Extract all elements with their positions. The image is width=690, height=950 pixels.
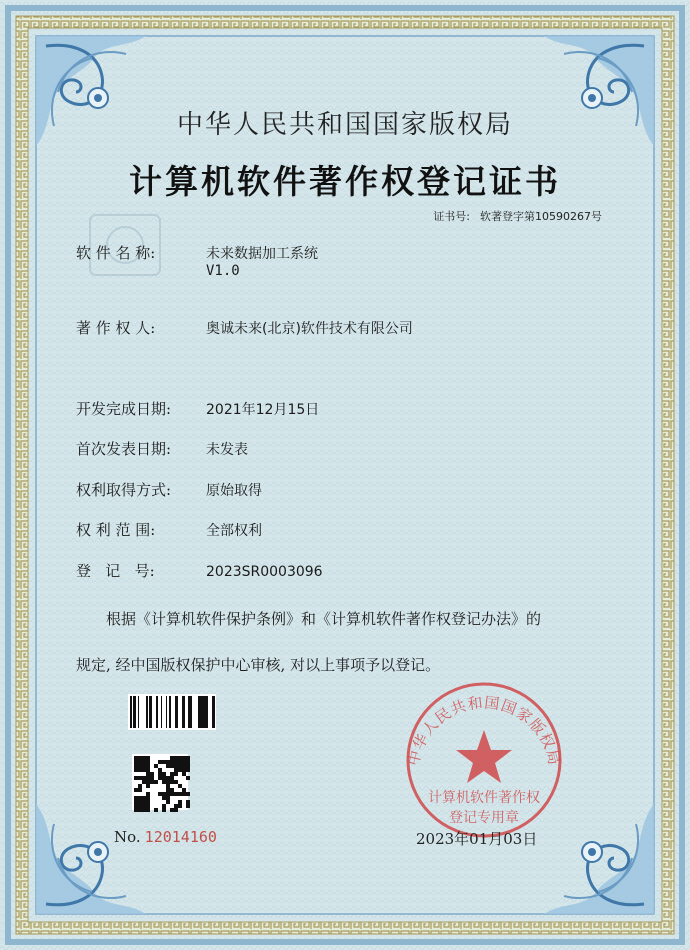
qr-module [174,768,178,772]
qr-module [138,776,142,780]
field-value: 未来数据加工系统 [206,246,318,262]
software-version: V1.0 [206,263,240,279]
qr-module [170,772,174,776]
qr-module [166,800,170,804]
qr-module [138,804,142,808]
issue-date: 2023年01月03日 [416,830,538,848]
qr-module [174,804,178,808]
qr-module [182,788,186,792]
qr-module [162,796,166,800]
qr-module [138,760,142,764]
qr-module [146,776,150,780]
qr-module [162,760,166,764]
barcode-bar [169,696,170,728]
field-copyright-owner [76,317,413,338]
qr-module [138,808,142,812]
qr-module [142,804,146,808]
qr-module [142,780,146,784]
field-acquisition-method [76,479,262,500]
qr-module [146,796,150,800]
field-value: 奥诚未来(北京)软件技术有限公司 [206,321,413,337]
barcode-bar [198,696,199,728]
qr-module [170,756,174,760]
field-rights-scope [76,519,262,540]
qr-module [170,776,174,780]
seal-arc-text: 中华人民共和国国家版权局 [404,693,564,768]
field-label: 权 利 范 围: [76,521,156,539]
qr-module [154,780,158,784]
barcode-bar [133,696,135,728]
field-label: 开发完成日期: [76,400,172,418]
qr-module [150,780,154,784]
qr-module [142,764,146,768]
statement-line-1: 根据《计算机软件保护条例》和《计算机软件著作权登记办法》的 [106,610,542,628]
qr-module [142,776,146,780]
qr-module [182,756,186,760]
qr-module [134,768,138,772]
certificate-number [433,208,602,224]
field-value: 2023SR0003096 [206,564,323,580]
field-label: 著 作 权 人: [76,319,156,337]
qr-module [146,756,150,760]
qr-module [178,756,182,760]
qr-module [138,788,142,792]
qr-module [166,780,170,784]
qr-module [138,796,142,800]
barcode-bar [175,696,178,728]
qr-module [186,764,190,768]
qr-module [182,768,186,772]
barcode-bar [135,696,136,728]
serial-prefix: No. [114,828,141,846]
field-label: 软 件 名 称: [76,244,156,262]
qr-module [170,788,174,792]
seal-line-2: 登记专用章 [449,810,519,826]
barcode-bar [138,696,139,728]
qr-module [142,768,146,772]
qr-module [134,808,138,812]
certificate-number-value: 软著登字第10590267号 [480,210,602,223]
field-first-publication [76,438,248,459]
qr-module [138,756,142,760]
qr-module [178,768,182,772]
certificate-title: 计算机软件著作权登记证书 [129,162,561,201]
qr-module [146,780,150,784]
qr-module [134,800,138,804]
qr-module [162,804,166,808]
qr-code [132,754,190,812]
qr-module [182,792,186,796]
qr-module [166,760,170,764]
qr-module [170,760,174,764]
field-label: 权利取得方式: [76,481,172,499]
qr-module [146,808,150,812]
barcode-bar [182,696,185,728]
qr-module [186,792,190,796]
barcode-bar [166,696,167,728]
barcode-bar [149,696,152,728]
barcode-bar [146,696,148,728]
serial-number-value: 12014160 [144,828,217,846]
qr-module [178,800,182,804]
qr-module [142,756,146,760]
barcode-bar [205,696,208,728]
qr-module [170,780,174,784]
qr-module [150,776,154,780]
qr-module [166,776,170,780]
qr-module [146,784,150,788]
qr-module [146,764,150,768]
qr-module [182,772,186,776]
field-value: 2021年12月15日 [206,402,320,418]
qr-module [138,768,142,772]
qr-module [158,776,162,780]
qr-module [186,800,190,804]
barcode-bar [199,696,202,728]
serial-number [114,828,217,846]
registration-statement [76,596,616,688]
qr-module [174,772,178,776]
field-registration-number [76,560,323,581]
field-value: 全部权利 [206,523,262,539]
qr-module [186,804,190,808]
qr-module [142,800,146,804]
qr-module [178,792,182,796]
qr-module [170,808,174,812]
qr-module [178,784,182,788]
qr-module [166,792,170,796]
qr-module [186,768,190,772]
qr-module [158,760,162,764]
qr-module [146,804,150,808]
qr-module [146,768,150,772]
qr-module [162,772,166,776]
qr-module [178,760,182,764]
qr-module [138,800,142,804]
qr-module [170,764,174,768]
seal-line-1: 计算机软件著作权 [428,790,540,806]
issuing-authority: 中华人民共和国国家版权局 [176,110,513,140]
field-value: 未发表 [206,442,248,458]
qr-module [158,768,162,772]
barcode [128,694,216,730]
qr-module [178,764,182,768]
qr-module [166,796,170,800]
qr-module [146,772,150,776]
qr-module [174,756,178,760]
qr-module [166,784,170,788]
qr-module [134,796,138,800]
qr-module [178,804,182,808]
qr-module [174,760,178,764]
qr-module [162,780,166,784]
barcode-bar [156,696,158,728]
qr-module [186,776,190,780]
field-label: 首次发表日期: [76,440,172,458]
barcode-bar [170,696,171,728]
barcode-bar [130,696,132,728]
qr-module [142,760,146,764]
qr-module [162,808,166,812]
qr-module [138,784,142,788]
qr-module [134,756,138,760]
field-software-name [76,242,318,263]
qr-module [134,764,138,768]
barcode-bar [202,696,205,728]
qr-module [174,764,178,768]
qr-module [162,792,166,796]
qr-module [158,792,162,796]
barcode-bar [161,696,162,728]
qr-module [134,776,138,780]
qr-module [174,780,178,784]
barcode-bar [190,696,192,728]
qr-module [134,760,138,764]
certificate-number-label: 证书号: [433,210,470,223]
qr-module [146,760,150,764]
qr-module [158,772,162,776]
qr-module [146,800,150,804]
barcode-bar [188,696,190,728]
qr-module [134,804,138,808]
qr-module [150,772,154,776]
statement-line-2: 规定, 经中国版权保护中心审核, 对以上事项予以登记。 [76,656,441,674]
qr-module [138,764,142,768]
qr-module [166,788,170,792]
qr-module [182,760,186,764]
qr-module [170,792,174,796]
qr-module [142,808,146,812]
qr-module [134,788,138,792]
field-value: 原始取得 [206,483,262,499]
qr-module [186,760,190,764]
qr-module [186,756,190,760]
qr-module [154,764,158,768]
qr-module [174,808,178,812]
field-label: 登 记 号: [76,562,155,580]
qr-module [182,764,186,768]
qr-module [166,764,170,768]
barcode-bar [212,696,215,728]
field-completion-date [76,398,319,419]
qr-module [142,796,146,800]
qr-module [154,808,158,812]
qr-module [146,792,150,796]
qr-module [162,776,166,780]
qr-module [174,792,178,796]
